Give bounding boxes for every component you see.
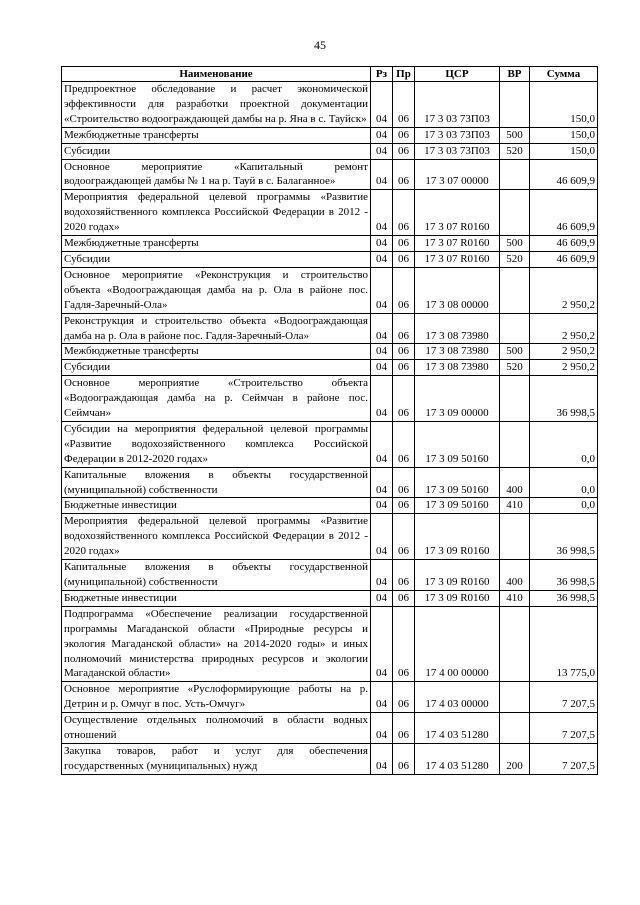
- cell-name: Основное мероприятие «Капитальный ремонт водоограждающей дамбы № 1 на р. Тауй в с. Балаганное»: [62, 159, 371, 190]
- cell-name: Межбюджетные трансферты: [62, 236, 371, 252]
- cell-vr: [500, 514, 530, 560]
- cell-vr: 520: [500, 360, 530, 376]
- cell-rz: 04: [371, 682, 393, 713]
- header-csr: ЦСР: [415, 67, 500, 82]
- cell-sum: 2 950,2: [530, 344, 598, 360]
- header-rz: Рз: [371, 67, 393, 82]
- cell-name: Закупка товаров, работ и услуг для обеспечения государственных (муниципальных) нужд: [62, 743, 371, 774]
- cell-vr: 500: [500, 344, 530, 360]
- cell-rz: 04: [371, 376, 393, 422]
- cell-rz: 04: [371, 360, 393, 376]
- cell-rz: 04: [371, 606, 393, 682]
- table-row: [62, 313, 598, 344]
- cell-sum: 46 609,9: [530, 236, 598, 252]
- cell-rz: 04: [371, 82, 393, 128]
- cell-csr: 17 3 03 73П03: [415, 143, 500, 159]
- cell-csr: 17 3 07 R0160: [415, 236, 500, 252]
- table-header-row: [62, 67, 598, 82]
- table-row: [62, 82, 598, 128]
- cell-pr: 06: [393, 127, 415, 143]
- cell-csr: 17 3 08 73980: [415, 313, 500, 344]
- table-row: [62, 267, 598, 313]
- table-row: [62, 606, 598, 682]
- table-row: [62, 159, 598, 190]
- cell-rz: 04: [371, 251, 393, 267]
- cell-pr: 06: [393, 514, 415, 560]
- cell-sum: 46 609,9: [530, 159, 598, 190]
- cell-csr: 17 3 07 R0160: [415, 251, 500, 267]
- cell-csr: 17 3 09 50160: [415, 467, 500, 498]
- cell-vr: 400: [500, 560, 530, 591]
- cell-pr: 06: [393, 421, 415, 467]
- table-row: [62, 467, 598, 498]
- cell-name: Капитальные вложения в объекты государственной (муниципальной) собственности: [62, 560, 371, 591]
- cell-csr: 17 3 03 73П03: [415, 82, 500, 128]
- table-row: [62, 251, 598, 267]
- table-row: [62, 376, 598, 422]
- cell-sum: 0,0: [530, 498, 598, 514]
- table-row: [62, 421, 598, 467]
- cell-sum: 36 998,5: [530, 514, 598, 560]
- table-row: [62, 360, 598, 376]
- cell-pr: 06: [393, 360, 415, 376]
- cell-vr: 500: [500, 127, 530, 143]
- cell-pr: 06: [393, 606, 415, 682]
- cell-vr: 200: [500, 743, 530, 774]
- table-row: [62, 560, 598, 591]
- cell-vr: [500, 159, 530, 190]
- table-row: [62, 190, 598, 236]
- cell-sum: 36 998,5: [530, 560, 598, 591]
- cell-csr: 17 3 08 73980: [415, 344, 500, 360]
- cell-name: Бюджетные инвестиции: [62, 590, 371, 606]
- cell-pr: 06: [393, 267, 415, 313]
- header-pr: Пр: [393, 67, 415, 82]
- cell-rz: 04: [371, 127, 393, 143]
- cell-csr: 17 3 07 00000: [415, 159, 500, 190]
- cell-name: Мероприятия федеральной целевой программы «Развитие водохозяйственного комплекса Российской Федерации в 2012 - 2020 годах»: [62, 190, 371, 236]
- cell-vr: [500, 313, 530, 344]
- cell-rz: 04: [371, 143, 393, 159]
- cell-csr: 17 3 09 00000: [415, 376, 500, 422]
- cell-pr: 06: [393, 743, 415, 774]
- cell-vr: [500, 421, 530, 467]
- cell-csr: 17 4 03 51280: [415, 713, 500, 744]
- cell-name: Основное мероприятие «Реконструкция и строительство объекта «Водоограждающая дамба на р. Ола в районе пос. Гадля-Заречный-Ола»: [62, 267, 371, 313]
- cell-csr: 17 3 09 R0160: [415, 560, 500, 591]
- cell-pr: 06: [393, 159, 415, 190]
- cell-pr: 06: [393, 344, 415, 360]
- table-row: [62, 682, 598, 713]
- table-row: [62, 590, 598, 606]
- cell-rz: 04: [371, 190, 393, 236]
- cell-vr: 520: [500, 143, 530, 159]
- cell-csr: 17 3 09 50160: [415, 421, 500, 467]
- cell-name: Субсидии: [62, 251, 371, 267]
- table-body: [62, 82, 598, 775]
- budget-table: [61, 66, 598, 775]
- table-row: [62, 344, 598, 360]
- cell-csr: 17 4 03 00000: [415, 682, 500, 713]
- cell-sum: 7 207,5: [530, 713, 598, 744]
- table-row: [62, 498, 598, 514]
- cell-rz: 04: [371, 236, 393, 252]
- cell-pr: 06: [393, 236, 415, 252]
- cell-sum: 7 207,5: [530, 682, 598, 713]
- table-row: [62, 514, 598, 560]
- table-row: [62, 713, 598, 744]
- cell-csr: 17 3 07 R0160: [415, 190, 500, 236]
- table-row: [62, 236, 598, 252]
- cell-csr: 17 3 03 73П03: [415, 127, 500, 143]
- cell-pr: 06: [393, 251, 415, 267]
- cell-sum: 36 998,5: [530, 590, 598, 606]
- cell-vr: 410: [500, 590, 530, 606]
- cell-csr: 17 4 00 00000: [415, 606, 500, 682]
- table-row: [62, 127, 598, 143]
- cell-csr: 17 4 03 51280: [415, 743, 500, 774]
- cell-pr: 06: [393, 467, 415, 498]
- cell-csr: 17 3 09 R0160: [415, 590, 500, 606]
- cell-csr: 17 3 09 R0160: [415, 514, 500, 560]
- cell-pr: 06: [393, 313, 415, 344]
- cell-pr: 06: [393, 82, 415, 128]
- cell-pr: 06: [393, 560, 415, 591]
- cell-sum: 0,0: [530, 421, 598, 467]
- cell-name: Основное мероприятие «Строительство объекта «Водоограждающая дамба на р. Сеймчан в районе пос. Сеймчан»: [62, 376, 371, 422]
- table-row: [62, 743, 598, 774]
- cell-name: Бюджетные инвестиции: [62, 498, 371, 514]
- cell-rz: 04: [371, 713, 393, 744]
- cell-vr: [500, 606, 530, 682]
- cell-rz: 04: [371, 514, 393, 560]
- header-sum: Сумма: [530, 67, 598, 82]
- cell-vr: [500, 376, 530, 422]
- cell-rz: 04: [371, 267, 393, 313]
- cell-name: Субсидии на мероприятия федеральной целевой программы «Развитие водохозяйственного комплекса Российской Федерации в 2012-2020 годах»: [62, 421, 371, 467]
- cell-vr: 400: [500, 467, 530, 498]
- cell-pr: 06: [393, 190, 415, 236]
- cell-vr: [500, 267, 530, 313]
- cell-sum: 2 950,2: [530, 360, 598, 376]
- cell-sum: 7 207,5: [530, 743, 598, 774]
- cell-vr: [500, 713, 530, 744]
- cell-sum: 46 609,9: [530, 190, 598, 236]
- cell-pr: 06: [393, 376, 415, 422]
- cell-name: Осуществление отдельных полномочий в области водных отношений: [62, 713, 371, 744]
- cell-sum: 2 950,2: [530, 267, 598, 313]
- cell-pr: 06: [393, 498, 415, 514]
- cell-rz: 04: [371, 498, 393, 514]
- table-row: [62, 143, 598, 159]
- cell-csr: 17 3 08 00000: [415, 267, 500, 313]
- cell-name: Субсидии: [62, 360, 371, 376]
- cell-vr: [500, 190, 530, 236]
- cell-pr: 06: [393, 682, 415, 713]
- cell-rz: 04: [371, 159, 393, 190]
- cell-name: Реконструкция и строительство объекта «Водоограждающая дамба на р. Ола в районе пос. Гадля-Заречный-Ола»: [62, 313, 371, 344]
- cell-rz: 04: [371, 743, 393, 774]
- cell-vr: 500: [500, 236, 530, 252]
- cell-name: Основное мероприятие «Руслоформирующие работы на р. Детрин и р. Омчуг в пос. Усть-Омчуг»: [62, 682, 371, 713]
- cell-pr: 06: [393, 143, 415, 159]
- cell-sum: 150,0: [530, 82, 598, 128]
- page-number: 45: [314, 38, 326, 52]
- cell-sum: 36 998,5: [530, 376, 598, 422]
- cell-name: Межбюджетные трансферты: [62, 344, 371, 360]
- cell-name: Подпрограмма «Обеспечение реализации государственной программы Магаданской области «Природные ресурсы и экология Магаданской области» на 2014-2020 годы» и иных полномочий министерства природных ресурсов и экологии Магаданской области»: [62, 606, 371, 682]
- cell-rz: 04: [371, 421, 393, 467]
- cell-sum: 46 609,9: [530, 251, 598, 267]
- cell-rz: 04: [371, 344, 393, 360]
- cell-name: Межбюджетные трансферты: [62, 127, 371, 143]
- cell-pr: 06: [393, 713, 415, 744]
- header-vr: ВР: [500, 67, 530, 82]
- cell-vr: [500, 682, 530, 713]
- cell-name: Субсидии: [62, 143, 371, 159]
- cell-name: Капитальные вложения в объекты государственной (муниципальной) собственности: [62, 467, 371, 498]
- cell-vr: [500, 82, 530, 128]
- cell-csr: 17 3 08 73980: [415, 360, 500, 376]
- cell-sum: 150,0: [530, 143, 598, 159]
- cell-rz: 04: [371, 590, 393, 606]
- cell-sum: 150,0: [530, 127, 598, 143]
- cell-pr: 06: [393, 590, 415, 606]
- cell-rz: 04: [371, 560, 393, 591]
- cell-rz: 04: [371, 313, 393, 344]
- cell-vr: 410: [500, 498, 530, 514]
- cell-vr: 520: [500, 251, 530, 267]
- cell-sum: 0,0: [530, 467, 598, 498]
- cell-rz: 04: [371, 467, 393, 498]
- cell-name: Мероприятия федеральной целевой программы «Развитие водохозяйственного комплекса Российской Федерации в 2012 - 2020 годах»: [62, 514, 371, 560]
- cell-sum: 2 950,2: [530, 313, 598, 344]
- cell-name: Предпроектное обследование и расчет экономической эффективности для разработки проектной документации «Строительство водоограждающей дамбы на р. Яна в с. Тауйск»: [62, 82, 371, 128]
- cell-csr: 17 3 09 50160: [415, 498, 500, 514]
- cell-sum: 13 775,0: [530, 606, 598, 682]
- header-name: Наименование: [62, 67, 371, 82]
